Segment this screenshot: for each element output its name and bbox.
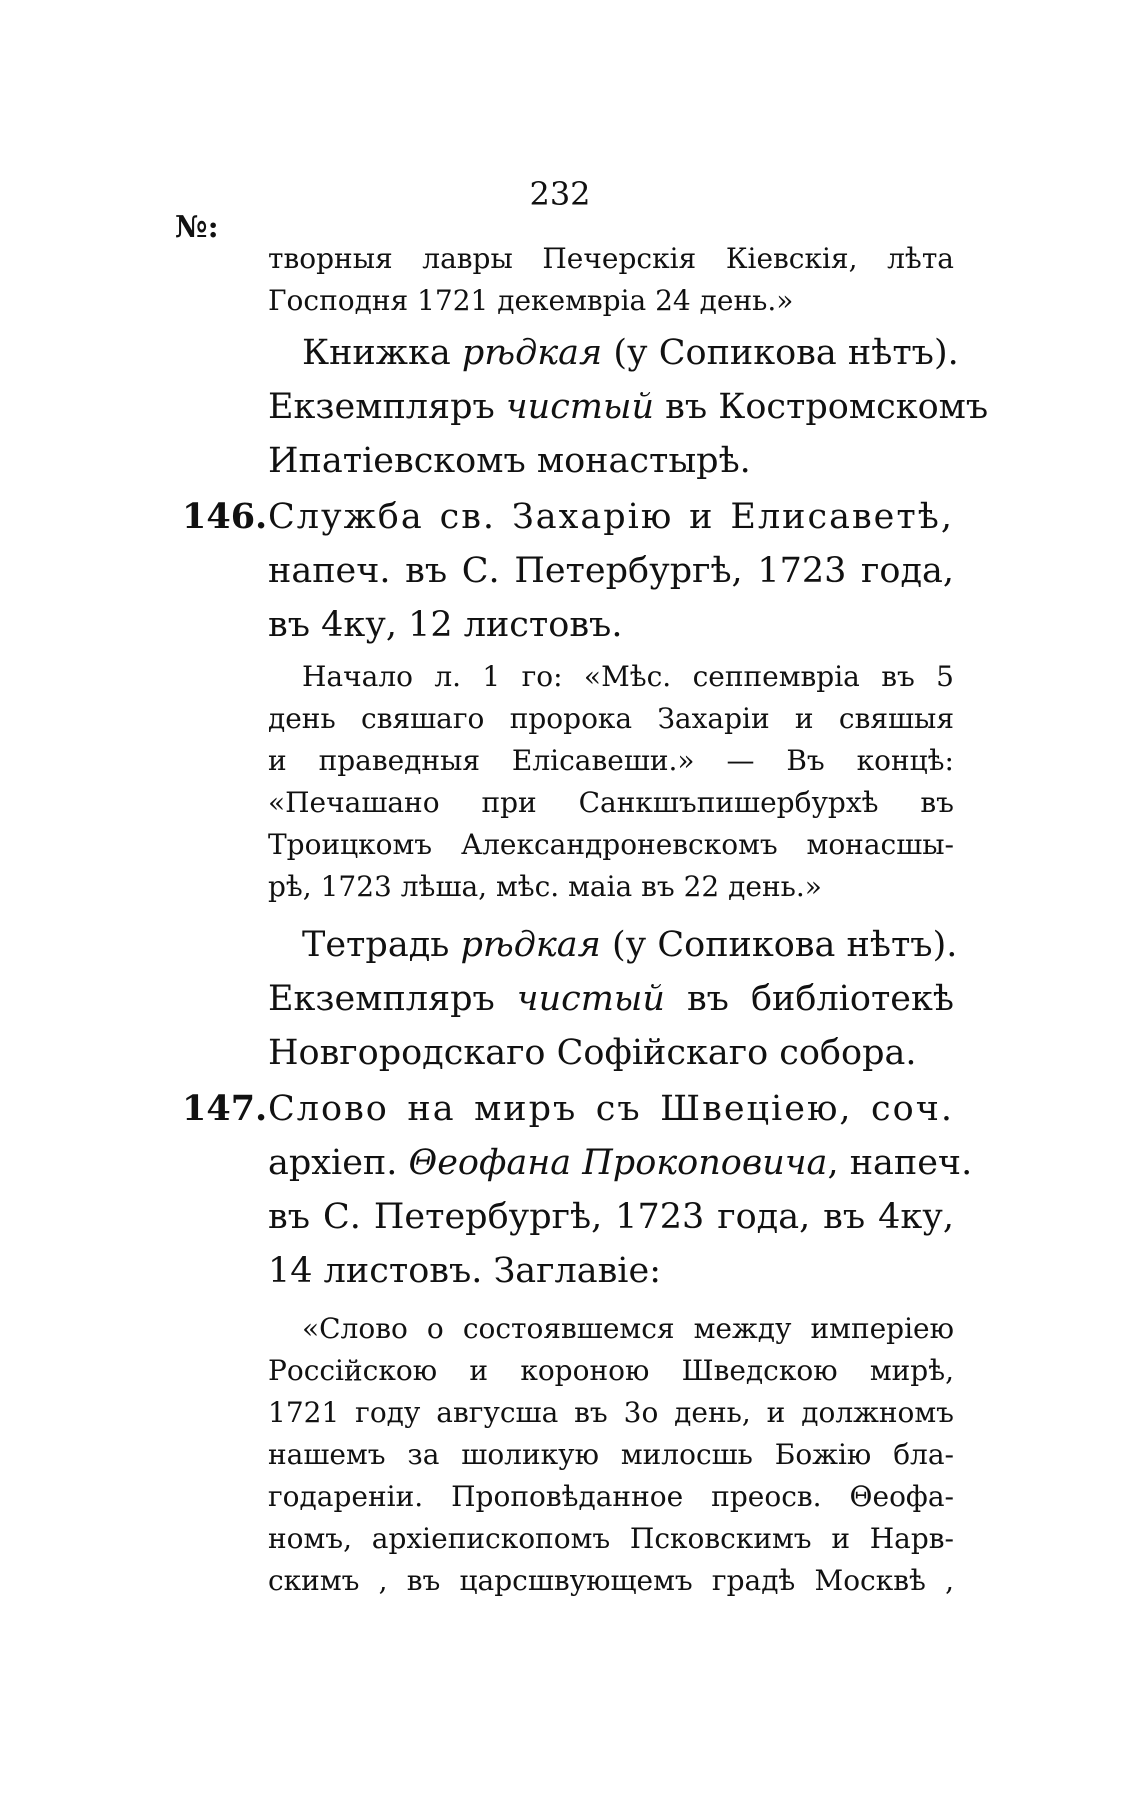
quote-line: рѣ, 1723 лѣша, мѣс. маіа въ 22 день.»: [268, 870, 822, 903]
quote-line: и праведныя Елісавеши.» — Въ концѣ:: [268, 744, 954, 777]
entry-format: 14 листовъ. Заглавіе:: [268, 1251, 661, 1291]
quote-line: скимъ , въ царсшвующемъ градѣ Москвѣ ,: [268, 1564, 954, 1597]
text-line: Господня 1721 декемвріа 24 день.»: [268, 284, 794, 317]
entry-title: Служба св. Захарію и Елисаветѣ,: [268, 497, 954, 537]
copy-line: Екземпляръ чистый въ библіотекѣ: [268, 979, 954, 1019]
note-rarity-2: [268, 918, 958, 1080]
rarity-line: Книжка рѣдкая (у Сопикова нѣтъ).: [302, 333, 959, 373]
entry-author-line: архіеп. Θеофана Прокоповича, напеч.: [268, 1143, 973, 1183]
note-rarity-1: [268, 326, 989, 488]
copy-location-line: Новгородскаго Софійскаго собора.: [268, 1033, 917, 1073]
continuation-text: [268, 238, 954, 322]
quote-line: 1721 году авгусша въ 3о день, и должномъ: [268, 1396, 954, 1429]
quote-line: «Слово о состоявшемся между имперіею: [302, 1312, 954, 1345]
quote-line: годареніи. Проповѣданное преосв. Θеофа-: [268, 1480, 954, 1513]
entry-number: 147.: [182, 1088, 268, 1129]
quote-line: день свяшаго пророка Захаріи и свяшыя: [268, 702, 954, 735]
text-line: творныя лавры Печерскія Кіевскія, лѣта: [268, 242, 954, 275]
quote-line: Начало л. 1 го: «Мѣс. сеппемвріа въ 5: [302, 660, 954, 693]
quote-line: нашемъ за шоликую милосшь Божію бла-: [268, 1438, 954, 1471]
entry-number: 146.: [182, 496, 268, 537]
quote-146: [268, 656, 954, 908]
quote-line: Троицкомъ Александроневскомъ монасшы-: [268, 828, 954, 861]
rarity-line: Тетрадь рѣдкая (у Сопикова нѣтъ).: [302, 925, 958, 965]
entry-147: [182, 1082, 973, 1298]
quote-line: номъ, архіепископомъ Псковскимъ и Нарв-: [268, 1522, 954, 1555]
quote-147: [268, 1308, 954, 1602]
entry-imprint: напеч. въ С. Петербургѣ, 1723 года,: [268, 551, 954, 591]
page-number: 232: [529, 175, 591, 213]
entry-146: [182, 490, 954, 652]
quote-line: «Печашано при Санкшъпишербурхѣ въ: [268, 786, 954, 819]
entry-imprint: въ С. Петербургѣ, 1723 года, въ 4ку,: [268, 1197, 954, 1237]
copy-location-line: Ипатіевскомъ монастырѣ.: [268, 441, 751, 481]
quote-line: Россійскою и короною Шведскою мирѣ,: [268, 1354, 954, 1387]
entry-title: Слово на миръ съ Швеціею, соч.: [268, 1089, 954, 1129]
entry-format: въ 4ку, 12 листовъ.: [268, 605, 623, 645]
number-sign: №:: [175, 210, 219, 245]
copy-line: Екземпляръ чистый въ Костромскомъ: [268, 387, 989, 427]
